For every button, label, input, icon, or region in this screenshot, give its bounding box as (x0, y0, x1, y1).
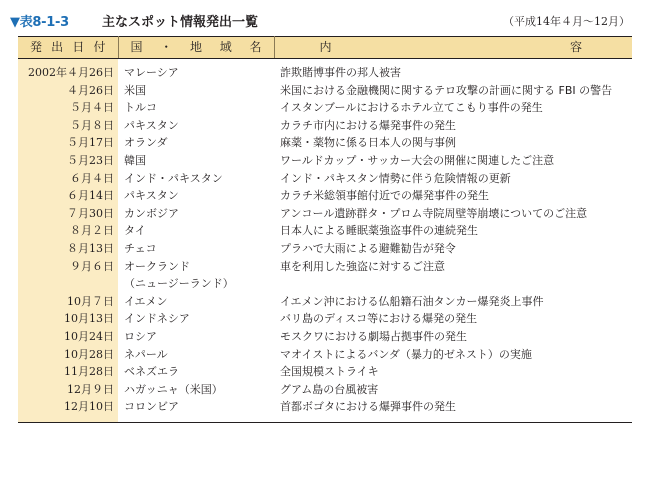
cell-content: イスタンブールにおけるホテル立てこもり事件の発生 (280, 101, 543, 115)
table-row (18, 293, 632, 311)
cell-content: ワールドカップ・サッカー大会の開催に関連したご注意 (280, 153, 555, 167)
table-row (18, 398, 632, 422)
cell-date: 2002年４月26日 (18, 59, 118, 82)
cell-country: チェコ (124, 241, 157, 255)
table-row (18, 222, 632, 240)
cell-country: タイ (124, 224, 146, 238)
table-row (18, 99, 632, 117)
cell-country: ロシア (124, 329, 157, 343)
header-content (274, 37, 632, 59)
cell-date: 10月７日 (18, 293, 118, 311)
cell-content: 首都ボゴタにおける爆弾事件の発生 (274, 398, 632, 422)
cell-content: イエメン沖における仏船籍石油タンカー爆発炎上事件 (280, 294, 544, 308)
table-header-row (18, 37, 632, 59)
table-row (18, 310, 632, 328)
header-date-char: 出 (51, 39, 64, 54)
table-title: 主なスポット情報発出一覧 (102, 15, 259, 30)
table-row (18, 134, 632, 152)
cell-country: パキスタン (124, 118, 179, 132)
header-date-char: 発 (30, 39, 43, 54)
table-row (18, 381, 632, 399)
cell-content: 日本人による睡眠薬強盗事件の連続発生 (280, 224, 478, 238)
cell-country: オークランド （ニュージーランド） (124, 259, 234, 291)
cell-country: カンボジア (124, 206, 179, 220)
cell-date: 11月28日 (18, 363, 118, 381)
cell-country: インドネシア (124, 312, 190, 326)
cell-country: マレーシア (124, 66, 179, 79)
table-row (18, 205, 632, 223)
header-country-char: 地 (189, 39, 202, 54)
header-country-char: 名 (249, 39, 262, 54)
header-date (18, 37, 118, 59)
header-content-char: 容 (569, 39, 582, 54)
cell-content: バリ島のディスコ等における爆発の発生 (280, 312, 478, 326)
cell-date: 12月10日 (18, 398, 118, 422)
cell-date: 12月９日 (18, 381, 118, 399)
spot-info-table (18, 36, 632, 423)
cell-date: ５月23日 (18, 152, 118, 170)
cell-date: 10月24日 (18, 328, 118, 346)
header-country-char: 域 (219, 39, 232, 54)
table-row (18, 82, 632, 100)
table-row (18, 187, 632, 205)
cell-content: アンコール遺跡群タ・プロム寺院周壁等崩壊についてのご注意 (280, 206, 588, 220)
cell-country: コロンビア (118, 398, 274, 422)
table-title-row (10, 9, 640, 31)
header-country (118, 37, 274, 59)
header-country-char: ・ (160, 39, 173, 54)
cell-country: パキスタン (124, 189, 179, 203)
cell-content: 車を利用した強盗に対するご注意 (280, 259, 445, 273)
cell-content: 全国規模ストライキ (280, 365, 379, 379)
cell-content: カラチ市内における爆発事件の発生 (280, 118, 456, 132)
header-country-char: 国 (130, 39, 143, 54)
cell-date: ８月13日 (18, 240, 118, 258)
table-row (18, 328, 632, 346)
table-number: ▼表8-1-3 (10, 15, 69, 30)
cell-country: インド・パキスタン (124, 171, 223, 185)
table-row (18, 59, 632, 82)
cell-content: 詐欺賭博事件の邦人被害 (280, 66, 401, 79)
cell-country: 韓国 (124, 153, 146, 167)
cell-content: プラハで大雨による避難勧告が発令 (280, 241, 456, 255)
table-row (18, 363, 632, 381)
cell-country: イエメン (124, 294, 168, 308)
table-row (18, 170, 632, 188)
cell-content: マオイストによるバンダ（暴力的ゼネスト）の実施 (280, 347, 532, 361)
cell-content: インド・パキスタン情勢に伴う危険情報の更新 (280, 171, 511, 185)
table-row (18, 258, 632, 293)
table-row (18, 152, 632, 170)
cell-content: 米国における金融機関に関するテロ攻撃の計画に関する FBI の警告 (280, 83, 613, 97)
cell-date: ６月４日 (18, 170, 118, 188)
cell-date: ５月17日 (18, 134, 118, 152)
header-date-char: 日 (72, 39, 85, 54)
table-row (18, 240, 632, 258)
cell-country: ネパール (124, 347, 168, 361)
cell-country: ハガッニャ（米国） (124, 382, 223, 396)
cell-country: ベネズエラ (124, 365, 179, 379)
cell-content: グアム島の台風被害 (280, 382, 379, 396)
cell-content: モスクワにおける劇場占拠事件の発生 (280, 329, 467, 343)
cell-date: ４月26日 (18, 82, 118, 100)
cell-country: 米国 (124, 83, 146, 97)
cell-date: ５月４日 (18, 99, 118, 117)
cell-country: トルコ (124, 101, 157, 115)
cell-country: オランダ (124, 136, 168, 150)
table-body (18, 59, 632, 423)
header-content-char: 内 (319, 39, 332, 54)
cell-date: 10月28日 (18, 346, 118, 364)
cell-date: ５月８日 (18, 117, 118, 135)
cell-date: 10月13日 (18, 310, 118, 328)
cell-date: ６月14日 (18, 187, 118, 205)
cell-content: カラチ米総領事館付近での爆発事件の発生 (280, 189, 489, 203)
cell-date: ９月６日 (18, 258, 118, 293)
table-row (18, 117, 632, 135)
cell-date: ８月２日 (18, 222, 118, 240)
cell-content: 麻薬・薬物に係る日本人の関与事例 (280, 136, 456, 150)
header-date-char: 付 (93, 39, 106, 54)
cell-date: ７月30日 (18, 205, 118, 223)
table-row (18, 346, 632, 364)
table-period: （平成14年４月〜12月） (503, 15, 630, 28)
